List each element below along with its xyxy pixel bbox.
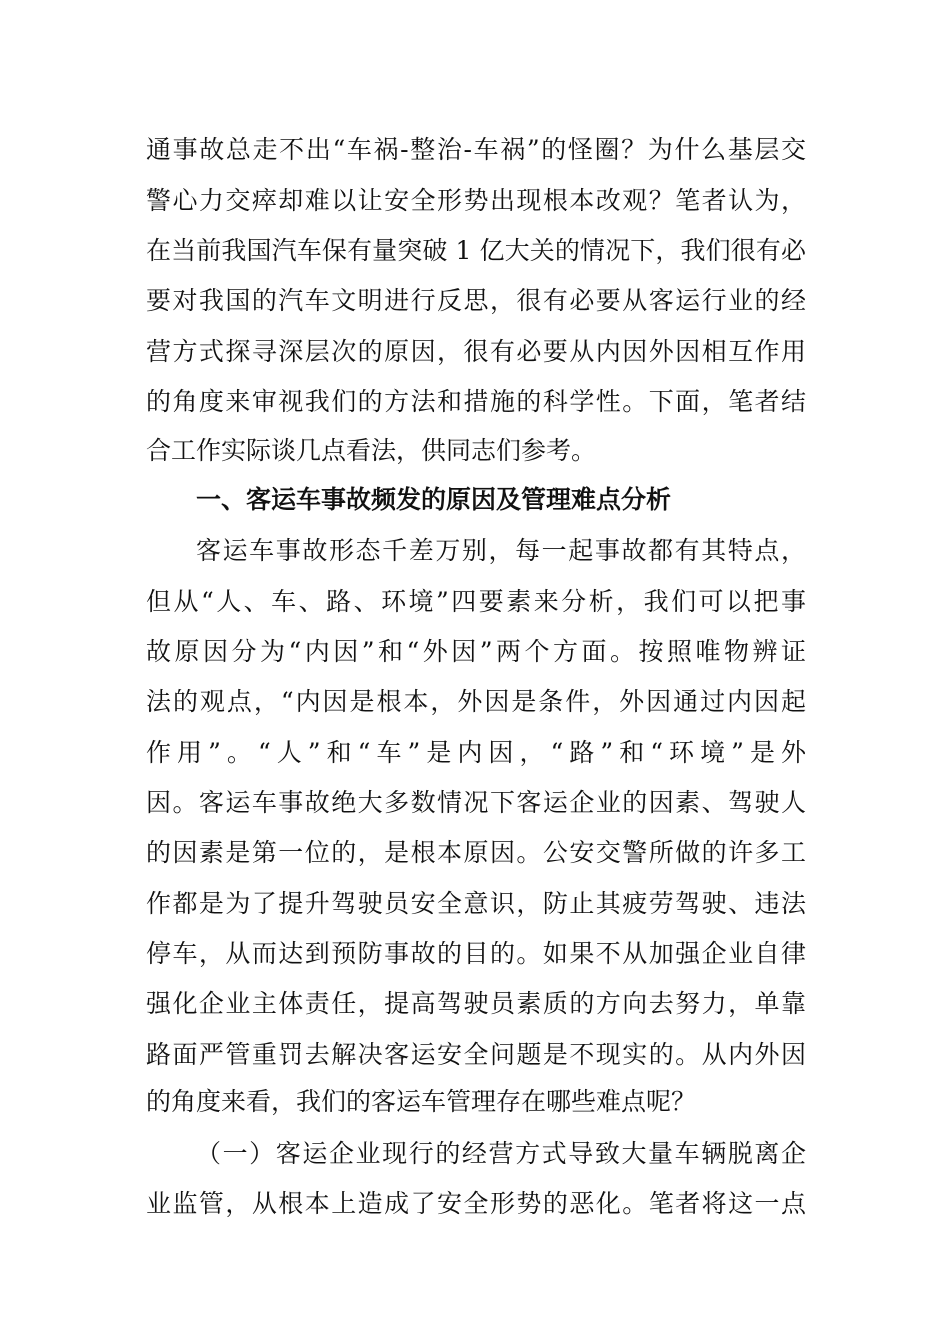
body-text-line: （一）客运企业现行的经营方式导致大量车辆脱离企 (196, 1139, 806, 1168)
body-text-line: 路面严管重罚去解决客运安全问题是不现实的。从内外因 (146, 1040, 806, 1069)
body-text-line: 合工作实际谈几点看法，供同志们参考。 (146, 436, 597, 465)
body-text-line: 通事故总走不出“车祸-整治-车祸”的怪圈？为什么基层交 (146, 135, 806, 164)
body-text-line: 客运车事故形态千差万别，每一起事故都有其特点， (196, 536, 806, 565)
body-text-line: 因。客运车事故绝大多数情况下客运企业的因素、驾驶人 (146, 788, 806, 817)
body-text-line: 的角度来审视我们的方法和措施的科学性。下面，笔者结 (146, 387, 806, 416)
body-text-line: 在当前我国汽车保有量突破 1 亿大关的情况下，我们很有必 (146, 236, 806, 265)
body-text-line: 要对我国的汽车文明进行反思，很有必要从客运行业的经 (146, 286, 806, 315)
body-text-line: 停车，从而达到预防事故的目的。如果不从加强企业自律 (146, 939, 806, 968)
body-text-line: 的角度来看，我们的客运车管理存在哪些难点呢？ (146, 1087, 697, 1116)
body-text-line: 作都是为了提升驾驶员安全意识，防止其疲劳驾驶、违法 (146, 889, 806, 918)
body-text-line: 但从“人、车、路、环境”四要素来分析，我们可以把事 (146, 587, 806, 616)
body-text-line: 业监管，从根本上造成了安全形势的恶化。笔者将这一点 (146, 1189, 806, 1218)
body-text-line: 作用”。“人”和“车”是内因，“路”和“环境”是外 (146, 738, 806, 767)
body-text-line: 营方式探寻深层次的原因，很有必要从内因外因相互作用 (146, 337, 806, 366)
body-text-line: 的因素是第一位的，是根本原因。公安交警所做的许多工 (146, 838, 806, 867)
body-text-line: 强化企业主体责任，提高驾驶员素质的方向去努力，单靠 (146, 989, 806, 1018)
section-heading: 一、客运车事故频发的原因及管理难点分析 (196, 485, 672, 514)
body-text-line: 法的观点，“内因是根本，外因是条件，外因通过内因起 (146, 687, 806, 716)
body-text-line: 警心力交瘁却难以让安全形势出现根本改观？笔者认为， (146, 186, 806, 215)
body-text-line: 故原因分为“内因”和“外因”两个方面。按照唯物辨证 (146, 637, 806, 666)
